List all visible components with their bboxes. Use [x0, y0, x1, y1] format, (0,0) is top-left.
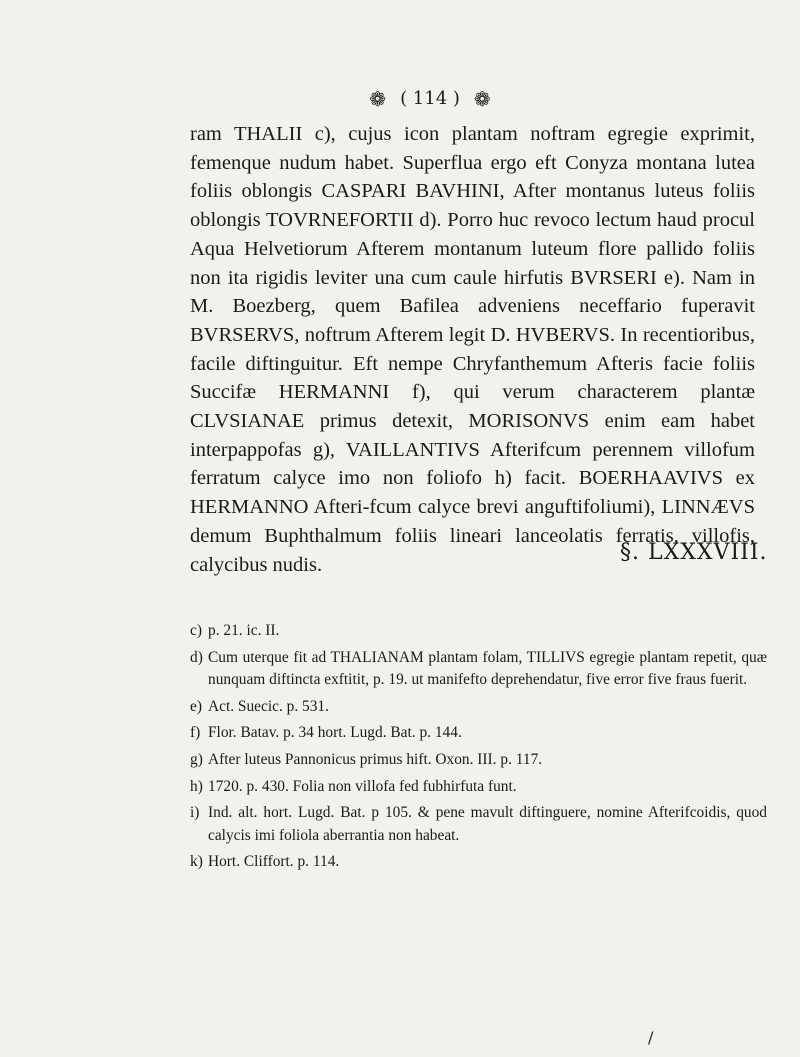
main-paragraph: ram THALII c), cujus icon plantam noftram egregie exprimit, femenque nudum habet. Superflua ergo eft Conyza montana lutea foliis oblongis CASPARI BAVHINI, After montanus luteus foliis oblongis TOVRNEFORTII d). Porro huc revoco lectum haud procul Aqua Helvetiorum Afterem montanum luteum flore pallido foliis non ita rigidis leviter una cum caule hirfutis BVRSERI e). Nam in M. Boezberg, quem Bafilea adveniens neceffario fuperavit BVRSERVS, noftrum Afterem legit D. HVBERVS. In recentioribus, facile diftinguitur. Eft nempe Chryfanthemum Afteris facie foliis Succifæ HERMANNI f), qui verum characterem plantæ CLVSIANAE primus detexit, MORISONVS enim eam habet interpappofas g), VAILLANTIVS Afterifcum perennem villofum ferratum calyce imo non foliofo h) facit. BOERHAAVIVS ex HERMANNO Afteri-fcum calyce brevi anguftifoliumi), LINNÆVS demum Buphthalmum foliis lineari lanceolatis ferratis, villofis, calycibus nudis.	[190, 123, 755, 576]
footnote-text: Act. Suecic. p. 531.	[208, 697, 329, 715]
ornament-right-icon: ❁	[473, 86, 491, 111]
footnote-g	[192, 749, 767, 772]
page-header	[300, 88, 560, 109]
footnote-text: Flor. Batav. p. 34 hort. Lugd. Bat. p. 144.	[208, 724, 462, 742]
footnote-text: Cum uterque fit ad THALIANAM plantam folam, TILLIVS egregie plantam repetit, quæ nunquam diftincta exftitit, p. 19. ut manifefto deprehendatur, five error five fraus fuerit.	[208, 648, 767, 689]
page-number: ( 114 )	[400, 88, 460, 109]
footnote-label: k)	[190, 853, 203, 871]
footnote-f	[192, 722, 767, 745]
footnote-label: g)	[190, 750, 203, 768]
footnote-c	[192, 620, 767, 643]
footnote-h	[192, 776, 767, 799]
footnote-text: p. 21. ic. II.	[208, 622, 280, 639]
footnote-k	[192, 851, 767, 874]
footnote-label: c)	[190, 622, 202, 639]
main-text-block	[190, 120, 755, 579]
footnotes	[192, 620, 767, 878]
footnote-label: h)	[190, 777, 203, 795]
footnote-d	[192, 647, 767, 692]
footnote-text: Hort. Cliffort. p. 114.	[208, 853, 340, 871]
ornament-left-icon: ❁	[369, 86, 387, 111]
section-heading: §. LXXXVIII.	[620, 540, 768, 565]
footnote-label: d)	[190, 648, 203, 666]
footnote-text: After luteus Pannonicus primus hift. Oxon. III. p. 117.	[208, 750, 543, 768]
footnote-label: e)	[190, 697, 202, 715]
footnote-e	[192, 696, 767, 719]
footnote-label: i)	[190, 804, 200, 822]
footnote-text: Ind. alt. hort. Lugd. Bat. p 105. & pene mavult diftinguere, nomine Afterifcoidis, quod calycis imi foliola aberrantia non habeat.	[208, 804, 767, 844]
stray-mark: /	[648, 1028, 654, 1047]
footnote-text: 1720. p. 430. Folia non villofa fed fubhirfuta funt.	[208, 777, 517, 795]
footnote-i	[192, 802, 767, 847]
footnote-label: f)	[190, 724, 201, 742]
